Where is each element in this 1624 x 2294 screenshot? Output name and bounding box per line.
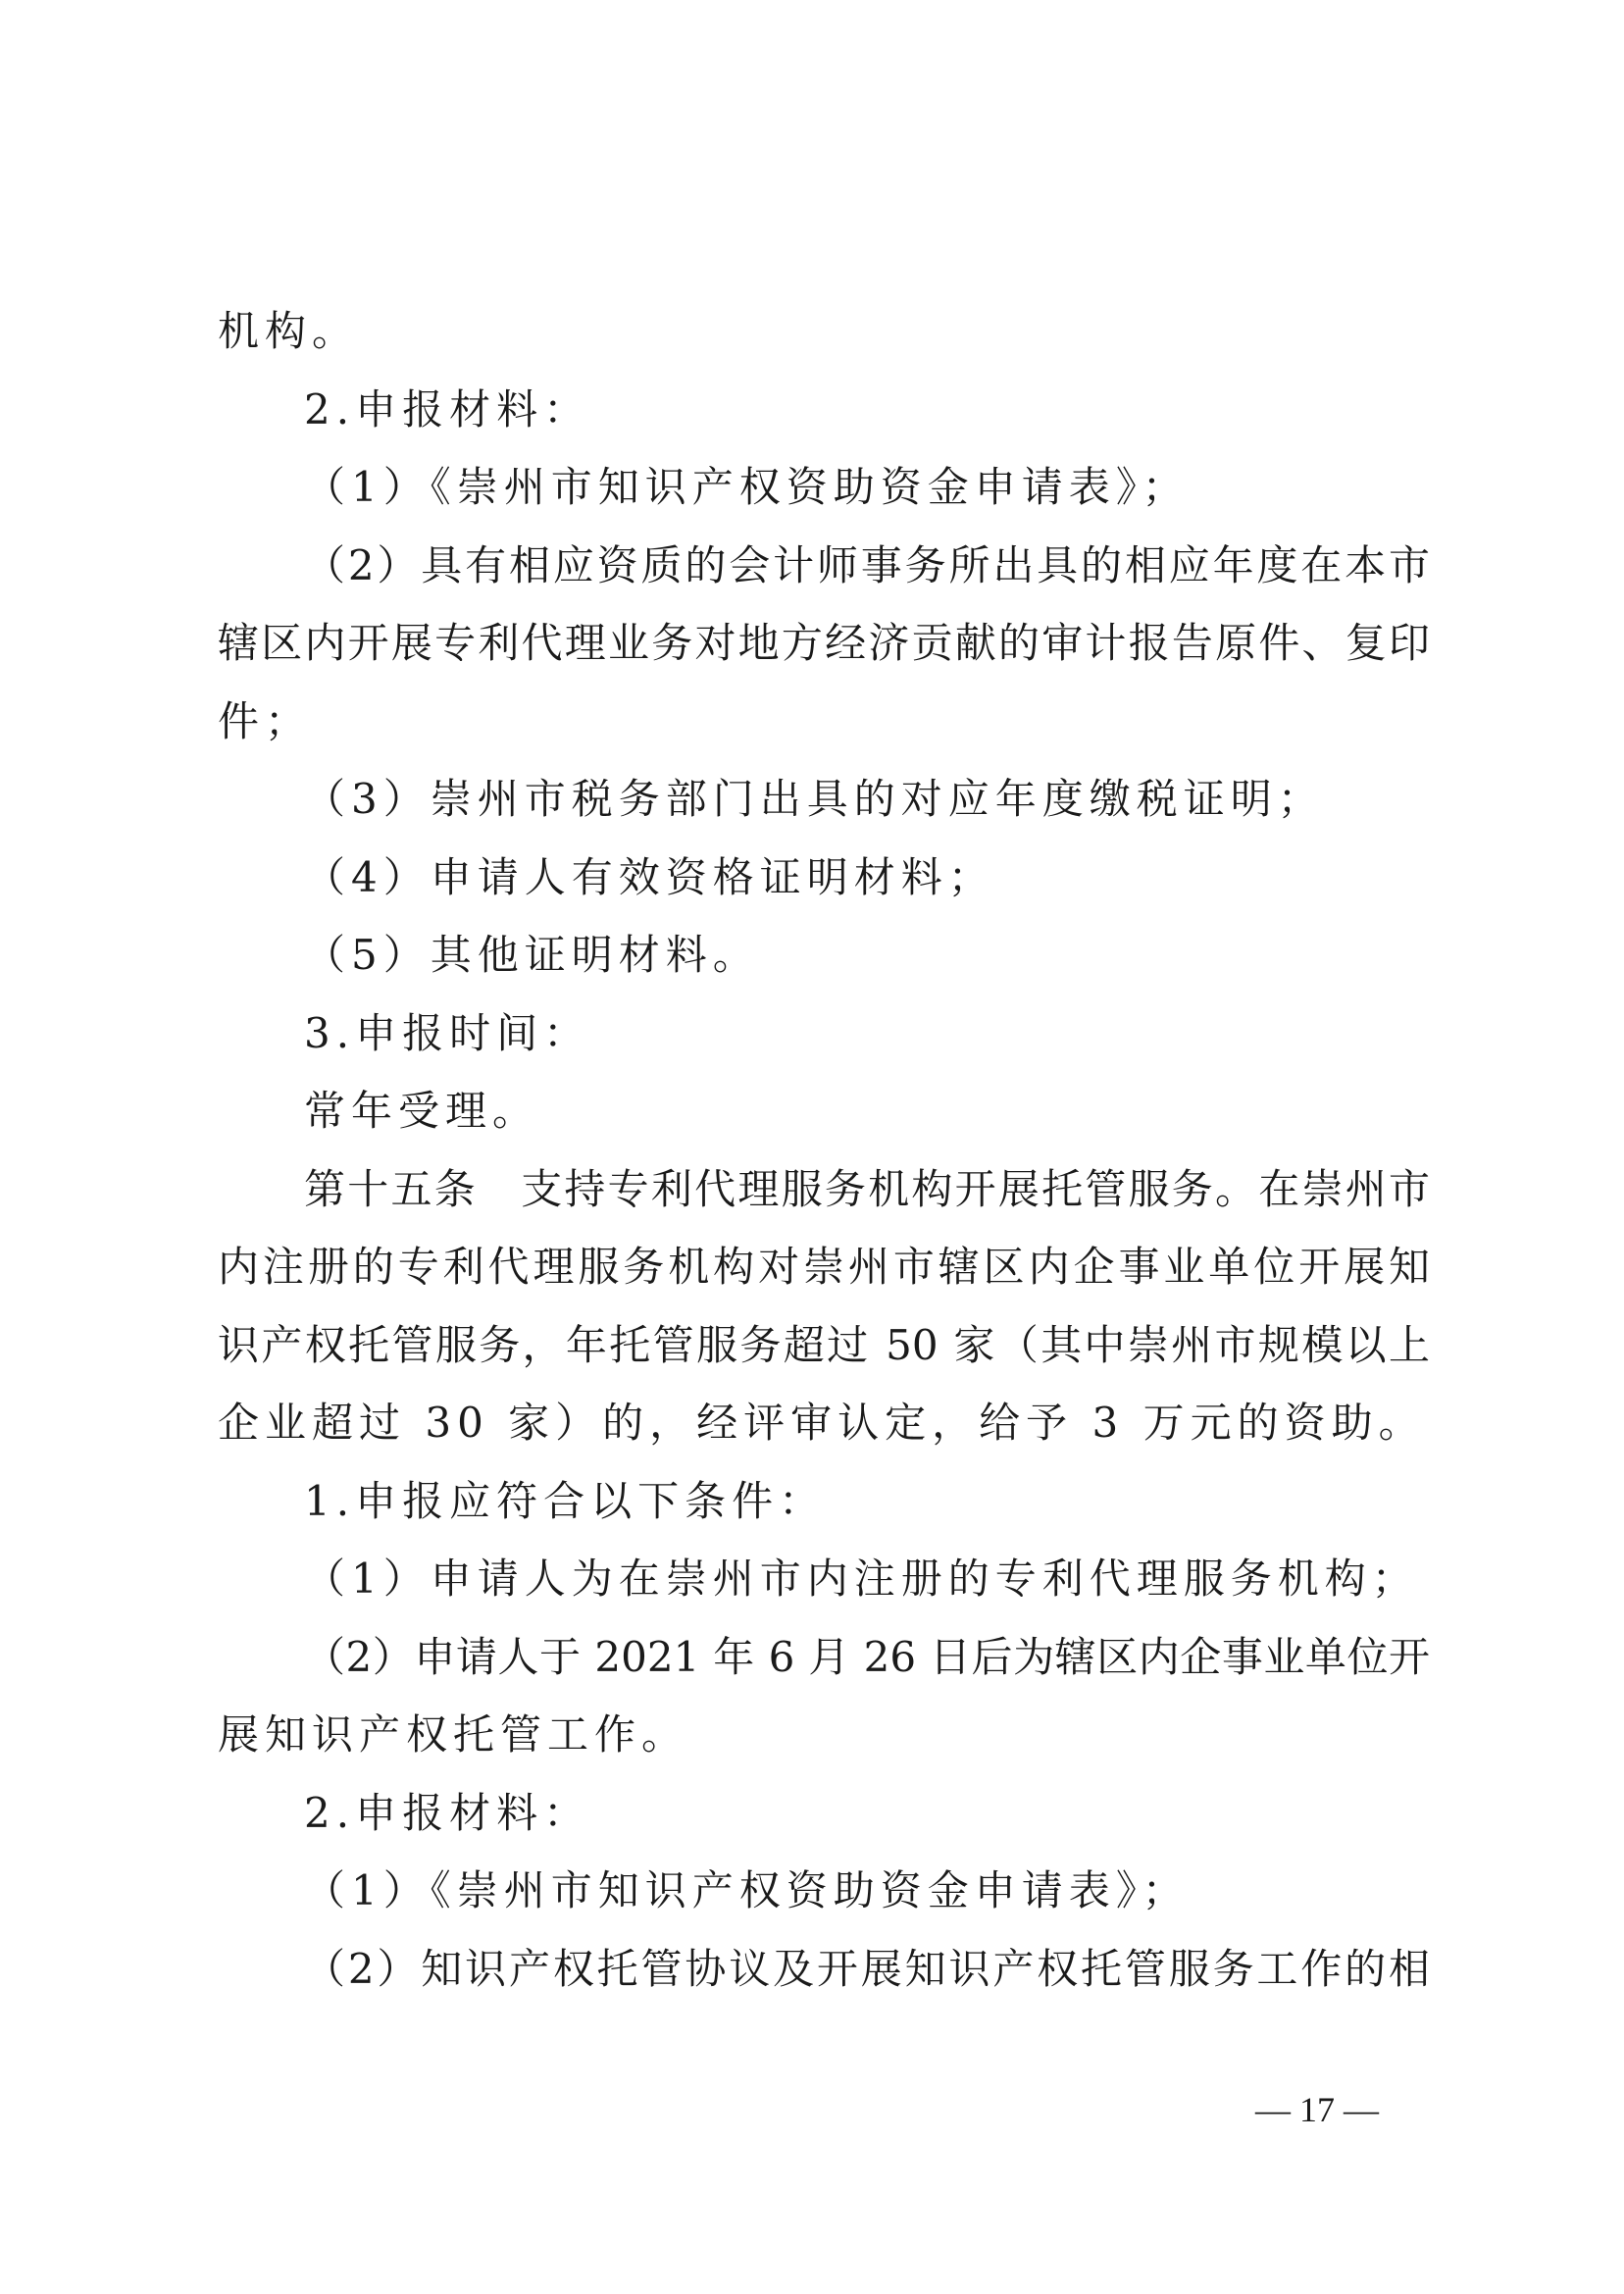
text-line: （2）具有相应资质的会计师事务所出具的相应年度在本市 bbox=[304, 540, 1430, 589]
text-line: 件； bbox=[218, 696, 313, 745]
text-line: （5）其他证明材料。 bbox=[304, 931, 760, 979]
text-line: 识产权托管服务，年托管服务超过 50 家（其中崇州市规模以上 bbox=[218, 1320, 1430, 1369]
text-line: 3.申报时间： bbox=[304, 1008, 591, 1057]
text-line: （3）崇州市税务部门出具的对应年度缴税证明； bbox=[304, 775, 1325, 823]
text-line: 2.申报材料： bbox=[304, 1788, 591, 1837]
page-number: — 17 — bbox=[1255, 2090, 1379, 2129]
text-line: （4）申请人有效资格证明材料； bbox=[304, 852, 995, 901]
text-line: 机构。 bbox=[218, 307, 360, 355]
text-line: （2）知识产权托管协议及开展知识产权托管服务工作的相 bbox=[304, 1944, 1430, 1993]
text-line: 企业超过 30 家）的，经评审认定，给予 3 万元的资助。 bbox=[218, 1399, 1426, 1447]
text-line: （1）申请人为在崇州市内注册的专利代理服务机构； bbox=[304, 1555, 1419, 1603]
text-line: 常年受理。 bbox=[304, 1087, 540, 1135]
text-line: 辖区内开展专利代理业务对地方经济贡献的审计报告原件、复印 bbox=[218, 619, 1430, 667]
body-text bbox=[218, 292, 1430, 2008]
text-line: 展知识产权托管工作。 bbox=[218, 1710, 689, 1759]
text-line: （1）《崇州市知识产权资助资金申请表》； bbox=[304, 1866, 1190, 1914]
text-line: 内注册的专利代理服务机构对崇州市辖区内企事业单位开展知 bbox=[218, 1243, 1430, 1291]
text-line: （1）《崇州市知识产权资助资金申请表》； bbox=[304, 463, 1190, 511]
text-line: （2）申请人于 2021 年 6 月 26 日后为辖区内企事业单位开 bbox=[304, 1632, 1430, 1681]
text-line: 2.申报材料： bbox=[304, 384, 591, 433]
text-line: 第十五条 支持专利代理服务机构开展托管服务。在崇州市 bbox=[304, 1164, 1430, 1213]
text-line: 1.申报应符合以下条件： bbox=[304, 1476, 827, 1525]
